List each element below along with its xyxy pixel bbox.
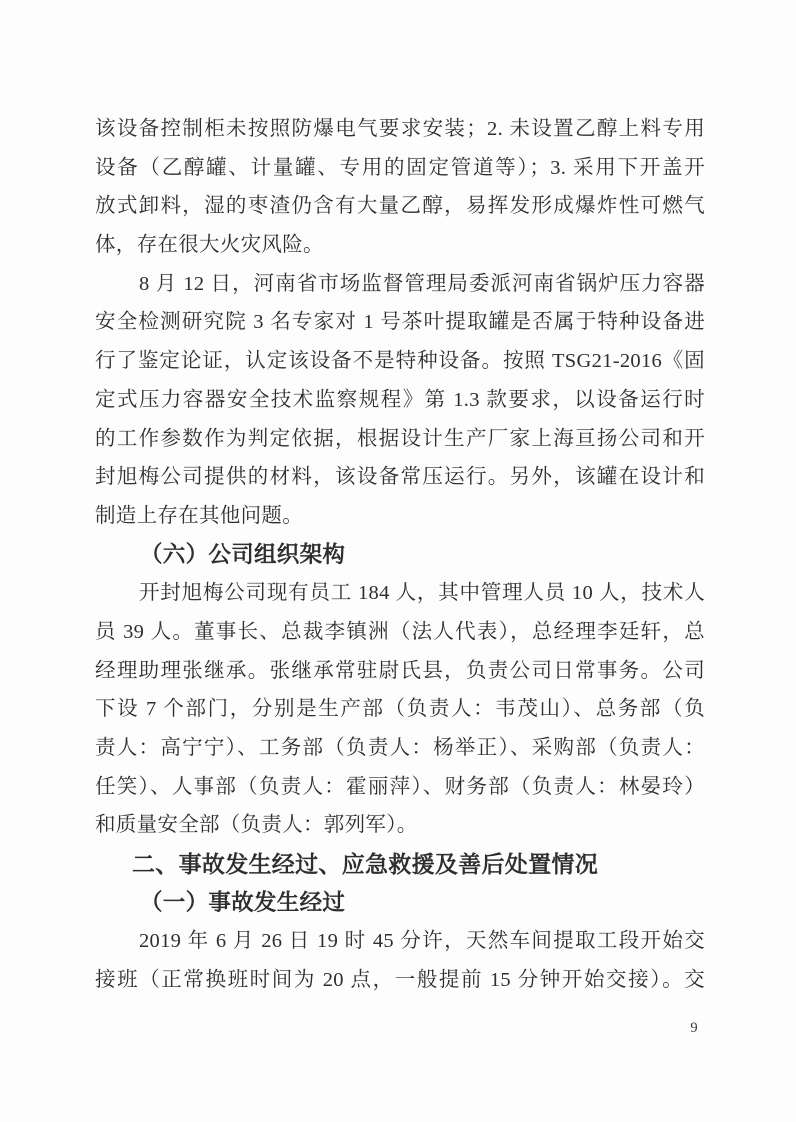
body-line: 和质量安全部（负责人：郭列军）。 (95, 814, 418, 837)
body-line: 制造上存在其他问题。 (95, 504, 303, 527)
page-number: 9 (690, 1020, 698, 1036)
heading-section-six: （六）公司组织架构 (140, 541, 346, 567)
body-line: 该设备控制柜未按照防爆电气要求安装；2. 未设置乙醇上料专用 (95, 118, 705, 140)
heading-section-one: （一）事故发生经过 (140, 889, 346, 915)
body-line: 体，存在很大火灾风险。 (95, 234, 324, 257)
body-line: 行了鉴定论证，认定该设备不是特种设备。按照 TSG21-2016《固 (95, 350, 705, 373)
body-line: 放式卸料，湿的枣渣仍含有大量乙醇，易挥发形成爆炸性可燃气 (95, 195, 705, 218)
body-line: 的工作参数作为判定依据，根据设计生产厂家上海亘扬公司和开 (95, 427, 705, 450)
body-line: 定式压力容器安全技术监察规程》第 1.3 款要求，以设备运行时 (95, 388, 705, 411)
body-line: 封旭梅公司提供的材料，该设备常压运行。另外，该罐在设计和 (95, 466, 705, 489)
body-line: 2019 年 6 月 26 日 19 时 45 分许，天然车间提取工段开始交 (139, 930, 705, 953)
body-line: 任笑）、人事部（负责人：霍丽萍）、财务部（负责人：林晏玲） (95, 775, 705, 798)
body-line: 员 39 人。董事长、总裁李镇洲（法人代表），总经理李廷轩，总 (95, 620, 705, 643)
document-body (95, 110, 705, 1000)
body-line: 8 月 12 日，河南省市场监督管理局委派河南省锅炉压力容器 (139, 272, 705, 295)
heading-chapter-two: 二、事故发生经过、应急救援及善后处置情况 (132, 851, 598, 878)
body-line: 开封旭梅公司现有员工 184 人，其中管理人员 10 人，技术人 (139, 582, 705, 605)
body-line: 安全检测研究院 3 名专家对 1 号茶叶提取罐是否属于特种设备进 (95, 311, 705, 334)
body-line: 接班（正常换班时间为 20 点，一般提前 15 分钟开始交接）。交 (95, 969, 705, 992)
body-line: 下设 7 个部门，分别是生产部（负责人：韦茂山）、总务部（负 (95, 698, 705, 721)
body-line: 经理助理张继承。张继承常驻尉氏县，负责公司日常事务。公司 (95, 659, 705, 682)
body-line: 设备（乙醇罐、计量罐、专用的固定管道等）；3. 采用下开盖开 (95, 156, 705, 179)
body-line: 责人：高宁宁）、工务部（负责人：杨举正）、采购部（负责人： (95, 737, 705, 759)
